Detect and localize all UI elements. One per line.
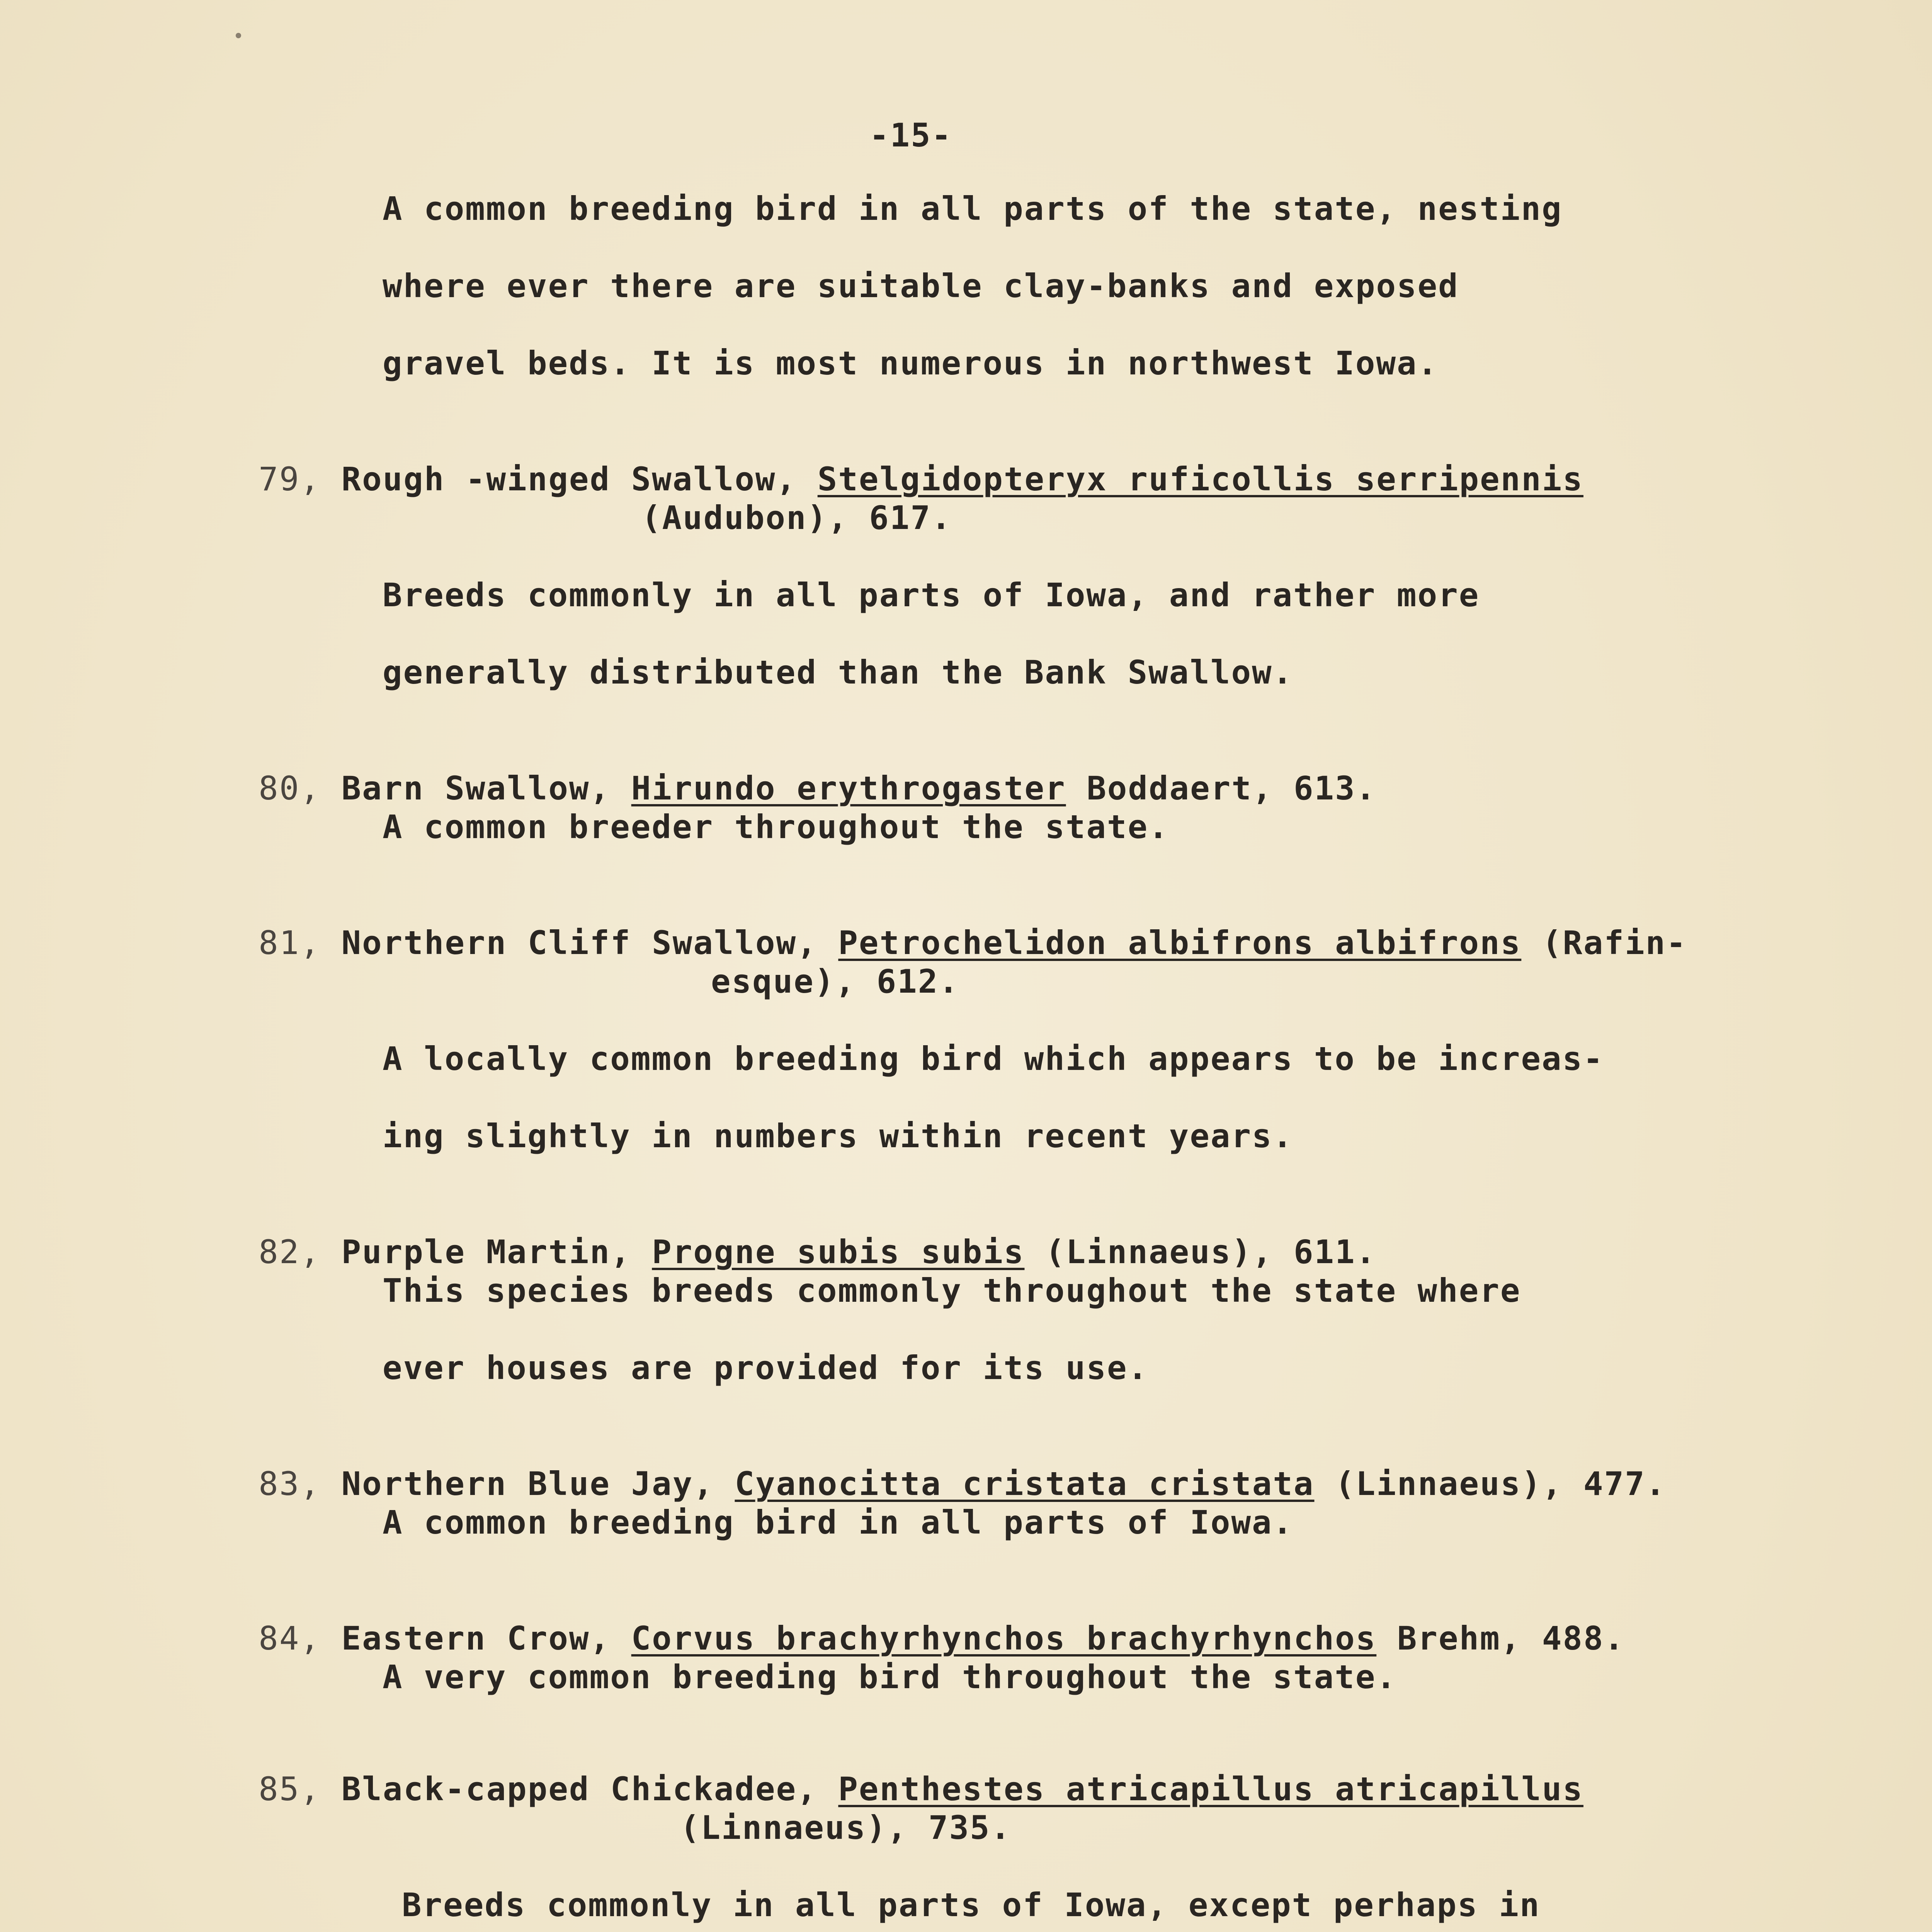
common-name: Northern Blue Jay, <box>341 1465 714 1503</box>
authority: Boddaert, 613. <box>1087 769 1377 807</box>
text-line: A common breeding bird in all parts of Iowa. <box>383 1503 1294 1541</box>
common-name: Barn Swallow, <box>341 769 611 807</box>
text-line: A common breeding bird in all parts of the state, nesting <box>383 190 1563 228</box>
scientific-name: Hirundo erythrogaster <box>631 769 1066 807</box>
text-line: A locally common breeding bird which appears to be increas- <box>383 1040 1604 1078</box>
authority: (Linnaeus), 611. <box>1045 1233 1377 1271</box>
common-name: Black-capped Chickadee, <box>341 1770 818 1808</box>
page-number: -15- <box>869 116 952 154</box>
text-line: generally distributed than the Bank Swallow. <box>383 653 1294 691</box>
common-name: Purple Martin, <box>341 1233 631 1271</box>
paper-speck <box>236 33 241 38</box>
text-line: A very common breeding bird throughout the state. <box>383 1658 1397 1696</box>
common-name: Rough -winged Swallow, <box>341 460 797 498</box>
common-name: Northern Cliff Swallow, <box>341 924 818 962</box>
scientific-name: Progne subis subis <box>652 1233 1025 1271</box>
text-line: Breeds commonly in all parts of Iowa, except perhaps in <box>402 1886 1541 1924</box>
text-line: where ever there are suitable clay-banks and exposed <box>383 267 1459 305</box>
scientific-name: Cyanocitta cristata cristata <box>735 1465 1315 1503</box>
text-line: ing slightly in numbers within recent years. <box>383 1117 1294 1155</box>
authority: Brehm, 488. <box>1397 1619 1625 1657</box>
authority: (Linnaeus), 477. <box>1335 1465 1667 1503</box>
authority-line: esque), 612. <box>711 963 959 1000</box>
common-name: Eastern Crow, <box>341 1619 611 1657</box>
authority: (Rafin- <box>1542 924 1687 962</box>
scientific-name: Penthestes atricapillus atricapillus <box>838 1770 1583 1808</box>
entry-number: 84, <box>259 1619 321 1657</box>
scientific-name: Stelgidopteryx ruficollis serripennis <box>817 460 1583 498</box>
entry-number: 80, <box>259 769 321 807</box>
scientific-name: Corvus brachyrhynchos brachyrhynchos <box>631 1619 1377 1657</box>
authority-line: (Audubon), 617. <box>641 499 952 537</box>
text-line: Breeds commonly in all parts of Iowa, and rather more <box>383 576 1480 614</box>
entry-number: 81, <box>259 924 321 962</box>
text-line: gravel beds. It is most numerous in northwest Iowa. <box>383 344 1439 382</box>
authority-line: (Linnaeus), 735. <box>680 1809 1012 1847</box>
text-line: ever houses are provided for its use. <box>383 1349 1149 1387</box>
entry-number: 79, <box>259 460 321 498</box>
text-line: A common breeder throughout the state. <box>383 808 1169 846</box>
text-line: This species breeds commonly throughout the state where <box>383 1272 1521 1310</box>
scientific-name: Petrochelidon albifrons albifrons <box>838 924 1522 962</box>
entry-number: 85, <box>259 1770 321 1808</box>
entry-number: 83, <box>259 1465 321 1503</box>
entry-number: 82, <box>259 1233 321 1271</box>
